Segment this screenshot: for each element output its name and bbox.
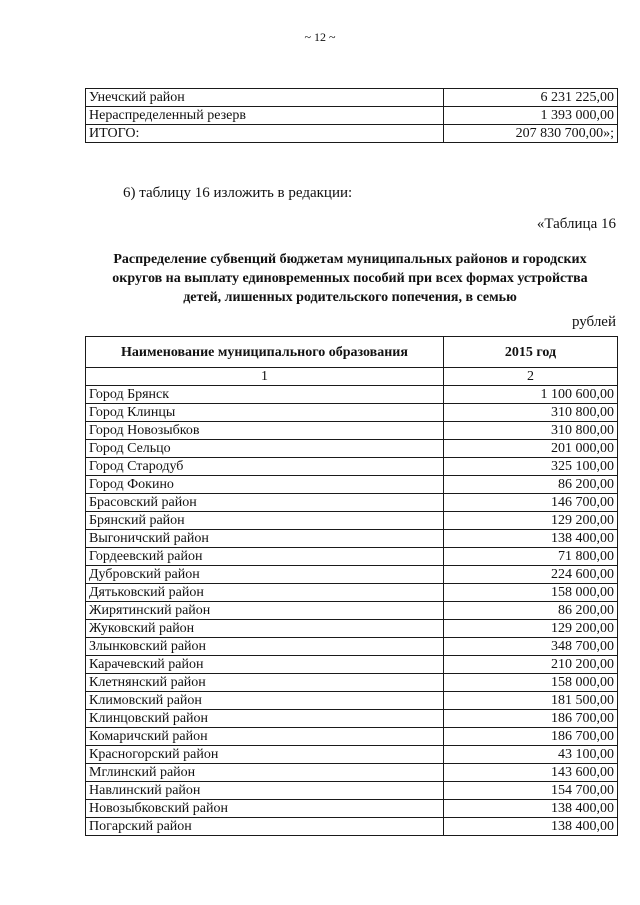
row-value: 186 700,00 [444,710,618,728]
table-row [86,530,618,548]
row-value: 186 700,00 [444,728,618,746]
row-name: Выгоничский район [86,530,444,548]
column-number-row [86,368,618,386]
row-name: Дубровский район [86,566,444,584]
subsidy-table [85,336,618,836]
table-row [86,512,618,530]
table-title-line: Распределение субвенций бюджетам муниципальных районов и городских [113,252,587,267]
table-row [86,746,618,764]
table-row [86,89,618,107]
row-name: Гордеевский район [86,548,444,566]
row-value: 154 700,00 [444,782,618,800]
table-row [86,818,618,836]
row-value: 71 800,00 [444,548,618,566]
table-row [86,458,618,476]
row-name: Злынковский район [86,638,444,656]
table-label: «Таблица 16 [536,216,616,232]
row-value: 158 000,00 [444,584,618,602]
row-name: Брянский район [86,512,444,530]
column-number: 2 [444,368,618,386]
table-title-line: округов на выплату единовременных пособий при всех формах устройства [112,271,588,286]
row-value: 201 000,00 [444,440,618,458]
table-row [86,125,618,143]
row-name: Карачевский район [86,656,444,674]
table-row [86,656,618,674]
row-value: 138 400,00 [444,800,618,818]
row-value: 181 500,00 [444,692,618,710]
row-value: 138 400,00 [444,530,618,548]
table-row [86,674,618,692]
row-name: Город Фокино [86,476,444,494]
row-value: 86 200,00 [444,602,618,620]
row-name: Жуковский район [86,620,444,638]
row-name: Красногорский район [86,746,444,764]
table-row [86,404,618,422]
row-value: 86 200,00 [444,476,618,494]
row-value: 138 400,00 [444,818,618,836]
row-name: Комаричский район [86,728,444,746]
row-value: 310 800,00 [444,422,618,440]
row-name: Город Сельцо [86,440,444,458]
table-row [86,386,618,404]
row-name: Город Брянск [86,386,444,404]
table-title-line: детей, лишенных родительского попечения, в семью [183,290,517,305]
row-value: 310 800,00 [444,404,618,422]
table-row [86,440,618,458]
table-row [86,620,618,638]
header-row [86,337,618,368]
intro-text: 6) таблицу 16 изложить в редакции: [123,185,353,201]
header-municipality: Наименование муниципального образования [86,337,444,368]
table-row [86,782,618,800]
row-name: Клетнянский район [86,674,444,692]
table-title [80,250,620,307]
row-value: 129 200,00 [444,512,618,530]
row-name: Мглинский район [86,764,444,782]
table-row [86,602,618,620]
row-value: 348 700,00 [444,638,618,656]
row-value: 325 100,00 [444,458,618,476]
table-row [86,764,618,782]
row-value: 1 393 000,00 [444,107,618,125]
table-row [86,638,618,656]
row-name: Брасовский район [86,494,444,512]
table-row [86,800,618,818]
row-value: 6 231 225,00 [444,89,618,107]
table-row [86,566,618,584]
row-value: 158 000,00 [444,674,618,692]
table-row [86,107,618,125]
row-value: 43 100,00 [444,746,618,764]
row-value: 143 600,00 [444,764,618,782]
row-name: Клинцовский район [86,710,444,728]
row-name: Новозыбковский район [86,800,444,818]
table-row [86,476,618,494]
row-name: ИТОГО: [86,125,444,143]
row-name: Погарский район [86,818,444,836]
page-number: ~ 12 ~ [304,30,336,44]
table-row [86,710,618,728]
table-row [86,584,618,602]
row-name: Климовский район [86,692,444,710]
row-value: 224 600,00 [444,566,618,584]
row-value: 129 200,00 [444,620,618,638]
column-number: 1 [86,368,444,386]
row-value: 210 200,00 [444,656,618,674]
row-name: Нераспределенный резерв [86,107,444,125]
row-name: Жирятинский район [86,602,444,620]
row-value: 1 100 600,00 [444,386,618,404]
unit-label: рублей [571,314,616,330]
row-name: Навлинский район [86,782,444,800]
previous-table [85,88,618,143]
table-row [86,692,618,710]
table-row [86,422,618,440]
header-year: 2015 год [444,337,618,368]
row-name: Унечский район [86,89,444,107]
row-name: Дятьковский район [86,584,444,602]
row-value: 207 830 700,00»; [444,125,618,143]
table-row [86,548,618,566]
row-name: Город Стародуб [86,458,444,476]
row-name: Город Клинцы [86,404,444,422]
row-name: Город Новозыбков [86,422,444,440]
row-value: 146 700,00 [444,494,618,512]
table-row [86,494,618,512]
table-row [86,728,618,746]
